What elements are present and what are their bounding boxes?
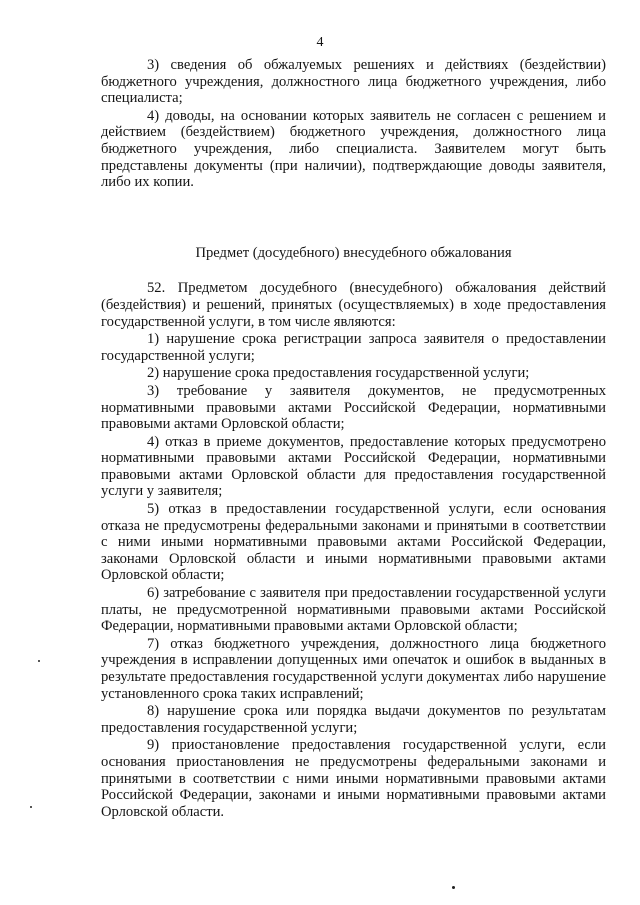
list-item-2: 2) нарушение срока предоставления государственной услуги; [147, 365, 530, 382]
list-item-9: 9) приостановление предоставления государственной услуги, если основания приостановления не предусмотрены федеральными законами и принятыми в соответствии с ними иными нормативными правовыми актами Российской Федерации, законами и иными нормативными правовыми актами Орловской области. [101, 737, 606, 820]
scan-speck [452, 886, 455, 889]
paragraph-item-3: 3) сведения об обжалуемых решениях и действиях (бездействии) бюджетного учреждения, должностного лица бюджетного учреждения, либо специалиста; [101, 57, 606, 107]
list-item-5: 5) отказ в предоставлении государственной услуги, если основания отказа не предусмотрены федеральными законами и принятыми в соответствии с ними иными нормативными правовыми актами Российской Федерации, законами Орловской области и иными нормативными правовыми актами Орловской области; [101, 501, 606, 584]
list-item-4: 4) отказ в приеме документов, предоставление которых предусмотрено нормативными правовыми актами Российской Федерации, нормативными правовыми актами Орловской области для предоставления государственной услуги у заявителя; [101, 433, 606, 500]
list-item-6: 6) затребование с заявителя при предоставлении государственной услуги платы, не предусмотренной нормативными правовыми актами Российской Федерации, нормативными правовыми актами Орловской области; [101, 585, 606, 635]
section-title: Предмет (досудебного) внесудебного обжалования [195, 244, 512, 261]
scan-speck [30, 806, 32, 808]
list-item-1: 1) нарушение срока регистрации запроса заявителя о предоставлении государственной услуги; [101, 331, 606, 364]
list-item-7: 7) отказ бюджетного учреждения, должностного лица бюджетного учреждения в исправлении допущенных ими опечаток и ошибок в выданных в результате предоставления государственной услуги документах либо нарушение установленного срока таких исправлений; [101, 635, 606, 702]
paragraph-52: 52. Предметом досудебного (внесудебного) обжалования действий (бездействия) и решений, принятых (осуществляемых) в ходе предоставления государственной услуги, в том числе являются: [101, 280, 606, 330]
page-number: 4 [316, 35, 324, 50]
list-item-3: 3) требование у заявителя документов, не предусмотренных нормативными правовыми актами Российской Федерации, нормативными правовыми актами Орловской области; [101, 382, 606, 433]
paragraph-item-4: 4) доводы, на основании которых заявитель не согласен с решением и действием (бездействием) бюджетного учреждения, должностного лица бюджетного учреждения, либо специалиста. Заявителем могут быть представлены документы (при наличии), подтверждающие доводы заявителя, либо их копии. [101, 107, 606, 191]
document-body [101, 57, 606, 821]
list-item-8: 8) нарушение срока или порядка выдачи документов по результатам предоставления государственной услуги; [101, 703, 606, 736]
scan-speck [38, 660, 40, 662]
